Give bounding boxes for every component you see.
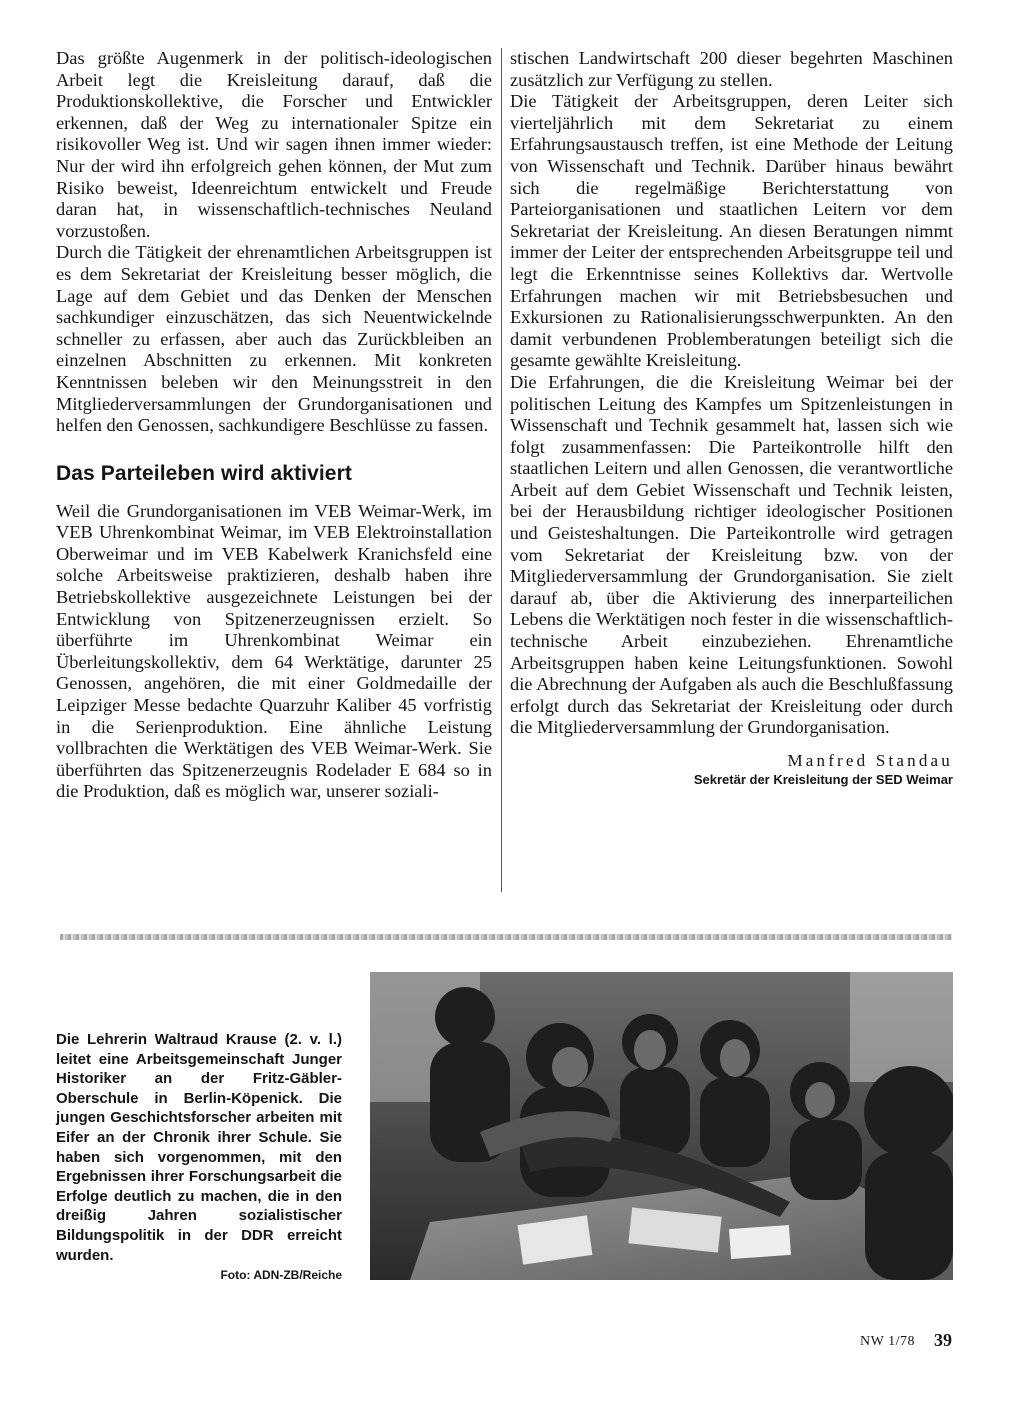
photo-students-with-teacher [370, 972, 953, 1280]
paragraph: Die Tätigkeit der Arbeitsgruppen, deren Leiter sich vierteljährlich mit dem Sekretariat zu einem Erfahrungsaustausch treffen, ist eine Methode der Leitung von Wissenschaft und Technik. Darüber hinaus bewährt sich die regelmäßige Berichterstattung von Parteiorganisationen und staatlichen Leitern vor dem Sekretariat der Kreisleitung. An diesen Beratungen nimmt immer der Leiter der entsprechenden Arbeitsgruppe teil und legt die Erkenntnisse seines Kollektivs dar. Wertvolle Erfahrungen machen wir mit Betriebsbesuchen und Exkursionen zu Rationalisierungsschwerpunkten. An den damit verbundenen Problemberatungen beteiligt sich die gesamte gewählte Kreisleitung. [510, 91, 953, 371]
page-number: 39 [934, 1330, 952, 1350]
photo-illustration [370, 972, 953, 1280]
paragraph: stischen Landwirtschaft 200 dieser begehrten Maschinen zusätzlich zur Verfügung zu stellen. [510, 48, 953, 90]
author-role: Sekretär der Kreisleitung der SED Weimar [693, 772, 953, 787]
author-name: Manfred Standau [787, 751, 953, 770]
section-subheading: Das Parteileben wird aktiviert [56, 461, 352, 485]
photo-caption [56, 1030, 342, 1265]
author-signature [510, 751, 953, 789]
paragraph: Durch die Tätigkeit der ehrenamtlichen Arbeitsgruppen ist es dem Sekretariat der Kreisleitung besser möglich, die Lage auf dem Gebiet und das Denken der Menschen sachkundiger einzuschätzen, das sich Neuentwickelnde schneller zu erfassen, aber auch das Zurückbleiben an einzelnen Abschnitten zu erkennen. Mit konkreten Kenntnissen beleben wir den Meinungsstreit in den Mitgliederversammlungen der Grundorganisationen und helfen den Genossen, sachkundigere Beschlüsse zu fassen. [56, 242, 492, 436]
paragraph: Das größte Augenmerk in der politisch-ideologischen Arbeit legt die Kreisleitung darauf, daß die Produktionskollektive, die Forscher und Entwickler erkennen, daß der Weg zu internationaler Spitze ein risikovoller Weg ist. Und wir sagen ihnen immer wieder: Nur der wird ihn erfolgreich gehen können, der Mut zum Risiko beweist, Ideenreichtum entwickelt und Freude daran hat, in wissenschaftlich-technisches Neuland vorzustoßen. [56, 48, 492, 241]
section-divider [60, 934, 952, 940]
issue-label: NW 1/78 [860, 1334, 915, 1349]
paragraph: Die Erfahrungen, die die Kreisleitung Weimar bei der politischen Leitung des Kampfes um Spitzenleistungen in Wissenschaft und Technik gesammelt hat, lassen sich wie folgt zusammenfassen: Die Parteikontrolle hilft den staatlichen Leitern und allen Genossen, die verantwortliche Arbeit auf dem Gebiet Wissenschaft und Technik leisten, bei der Herausbildung richtiger ideologischer Positionen und Geisteshaltungen. Die Parteikontrolle wird getragen vom Sekretariat der Kreisleitung bzw. von der Mitgliederversammlung der Grundorganisation. Sie zielt darauf ab, über die Aktivierung des innerparteilichen Lebens die Werktätigen noch fester in die wissenschaftlich-technische Arbeit einzubeziehen. Ehrenamtliche Arbeitsgruppen haben keine Leitungsfunktionen. Sowohl die Abrechnung der Aufgaben als auch die Beschlußfassung erfolgt durch das Sekretariat der Kreisleitung oder durch die Mitgliederversammlung der Grundorganisation. [510, 371, 953, 738]
photo-credit: Foto: ADN-ZB/Reiche [220, 1268, 342, 1282]
paragraph: Weil die Grundorganisationen im VEB Weimar-Werk, im VEB Uhrenkombinat Weimar, im VEB Elektroinstallation Oberweimar und im VEB Kabelwerk Kranichsfeld eine solche Arbeitsweise praktizieren, deshalb haben ihre Betriebskollektive ausgezeichnete Leistungen bei der Entwicklung von Spitzenerzeugnissen erzielt. So überführte im Uhrenkombinat Weimar ein Überleitungskollektiv, dem 64 Werktätige, darunter 25 Genossen, angehören, die mit einer Goldmedaille der Leipziger Messe bedachte Quarzuhr Kaliber 45 vorfristig in die Serienproduktion. Eine ähnliche Leistung vollbrachten die Werktätigen des VEB Weimar-Werk. Sie überführten das Spitzenerzeugnis Rodelader E 684 so in die Produktion, daß es möglich war, unserer soziali- [56, 500, 492, 802]
caption-text: Die Lehrerin Waltraud Krause (2. v. l.) leitet eine Arbeitsgemeinschaft Junger Historiker an der Fritz-Gäbler-Oberschule in Berlin-Köpenick. Die jungen Geschichtsforscher arbeiten mit Eifer an der Chronik ihrer Schule. Sie haben sich vorgenommen, mit den Ergebnissen ihrer Forschungsarbeit die Erfolge deutlich zu machen, die in den dreißig Jahren sozialistischer Bildungspolitik in der DDR erreicht wurden. [56, 1031, 342, 1264]
right-column [510, 48, 953, 789]
column-divider [501, 48, 502, 892]
left-column [56, 48, 492, 803]
